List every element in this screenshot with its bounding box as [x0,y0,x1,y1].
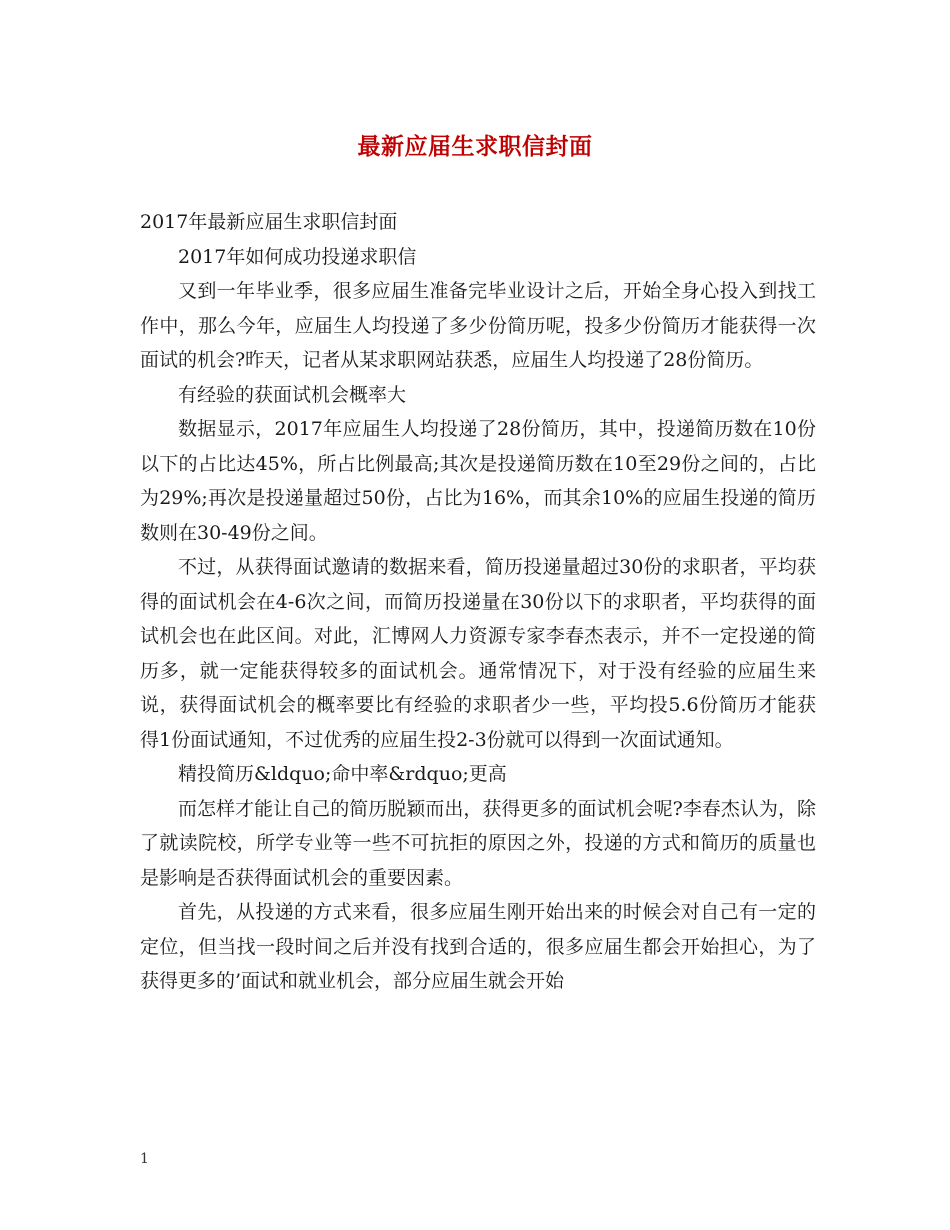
page-number: 1 [140,1151,149,1167]
paragraph: 不过，从获得面试邀请的数据来看，简历投递量超过30份的求职者，平均获得的面试机会在4-6次之间，而简历投递量在30份以下的求职者，平均获得的面试机会也在此区间。对此，汇博网人力资源专家李春杰表示，并不一定投递的简历多，就一定能获得较多的面试机会。通常情况下，对于没有经验的应届生来说，获得面试机会的概率要比有经验的求职者少一些，平均投5.6份简历才能获得1份面试通知，不过优秀的应届生投2-3份就可以得到一次面试通知。 [140,556,816,751]
document-title: 最新应届生求职信封面 [357,133,593,160]
paragraph-section-heading: 有经验的获面试机会概率大 [178,383,407,406]
paragraph: 数据显示，2017年应届生人均投递了28份简历，其中，投递简历数在10份以下的占比达45%，所占比例最高;其次是投递简历数在10至29份之间的，占比为29%;再次是投递量超过50份，占比为16%，而其余10%的应届生投递的简历数则在30-49份之间。 [140,418,816,544]
document-body [140,205,816,999]
paragraph-subheading: 2017年如何成功投递求职信 [178,245,417,268]
paragraph: 首先，从投递的方式来看，很多应届生刚开始出来的时候会对自己有一定的定位，但当找一段时间之后并没有找到合适的，很多应届生都会开始担心，为了获得更多的’面试和就业机会，部分应届生就会开始 [140,901,816,992]
paragraph-section-heading: 精投简历&ldquo;命中率&rdquo;更高 [178,763,507,785]
paragraph-heading: 2017年最新应届生求职信封面 [140,211,398,233]
paragraph: 又到一年毕业季，很多应届生准备完毕业设计之后，开始全身心投入到找工作中，那么今年，应届生人均投递了多少份简历呢，投多少份简历才能获得一次面试的机会?昨天，记者从某求职网站获悉，应届生人均投递了28份简历。 [140,280,816,371]
paragraph: 而怎样才能让自己的简历脱颖而出，获得更多的面试机会呢?李春杰认为，除了就读院校，所学专业等一些不可抗拒的原因之外，投递的方式和简历的质量也是影响是否获得面试机会的重要因素。 [140,797,816,889]
